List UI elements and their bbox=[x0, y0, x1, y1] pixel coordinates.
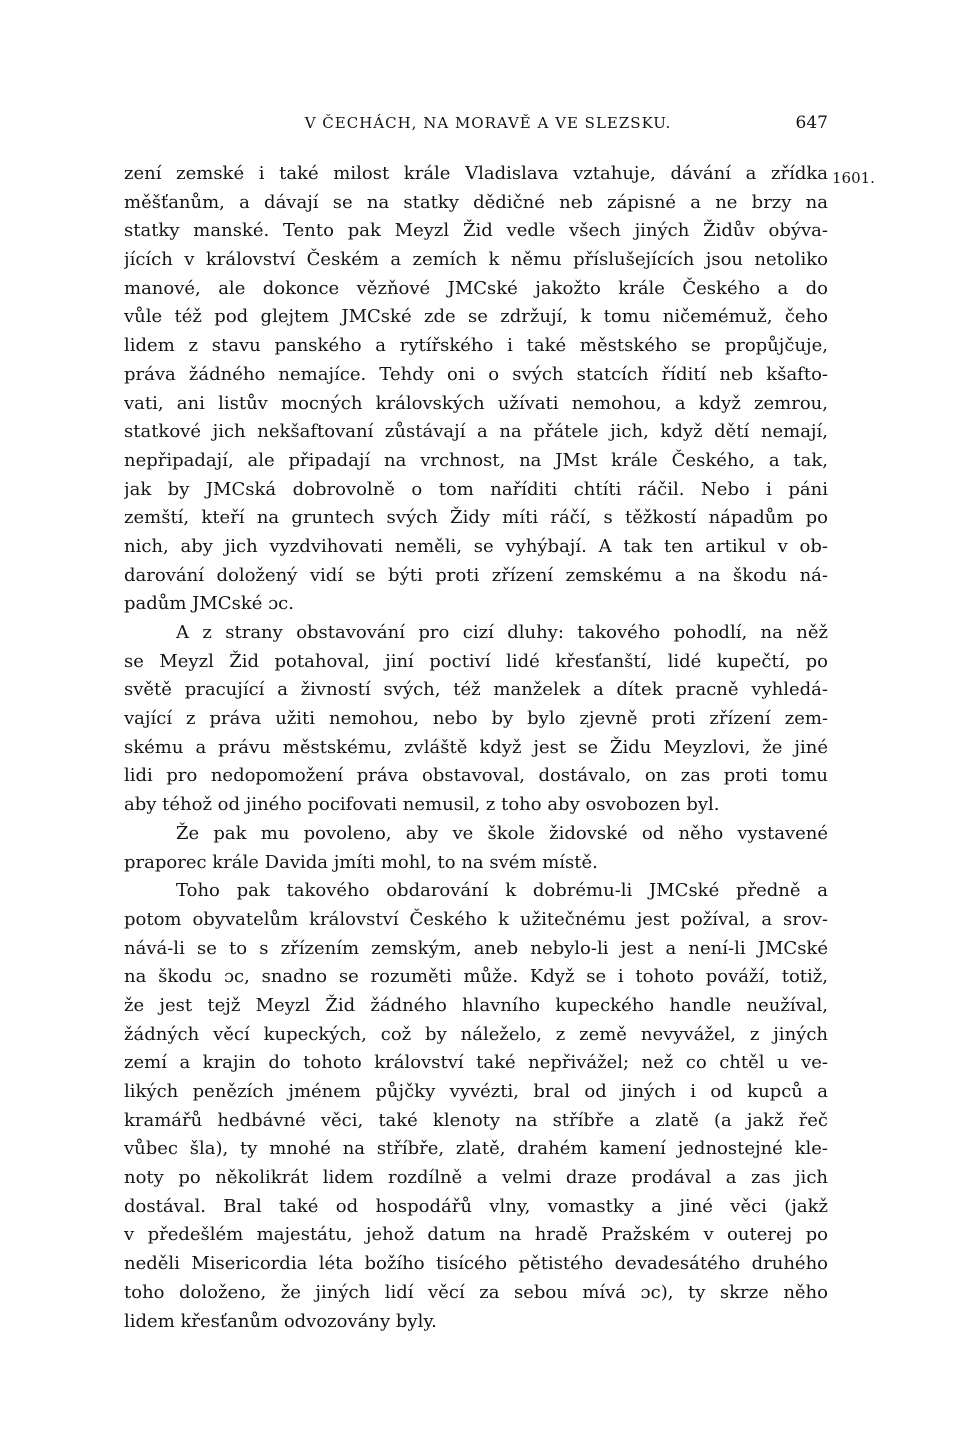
text-line: lidem křesťanům odvozovány byly. bbox=[124, 1310, 437, 1332]
running-title: V ČECHÁCH, NA MORAVĚ A VE SLEZSKU. bbox=[304, 114, 672, 132]
text-line: zení zemské i také milost krále Vladislava vztahuje, dávání a zřídka bbox=[124, 163, 828, 184]
text-line: kramářů hedbávné věci, také klenoty na stříbře a zlatě (a jakž řeč bbox=[124, 1109, 828, 1131]
text-line: praporec krále Davida jmíti mohl, to na svém místě. bbox=[124, 851, 598, 873]
paragraph bbox=[124, 877, 828, 1336]
text-line: práva žádného nemajíce. Tehdy oni o svých statcích řídití neb kšafto- bbox=[124, 363, 828, 385]
text-line: jících v království Českém a zemích k němu příslušejících jsou netoliko bbox=[124, 249, 828, 271]
text-line: toho doloženo, že jiných lidí věcí za sebou mívá ɔc), ty skrze něho bbox=[124, 1281, 828, 1303]
text-line: statkové jich nekšaftovaní zůstávají a na přátele jich, když dětí nemají, bbox=[124, 421, 828, 443]
text-line: žádných věcí kupeckých, což by náleželo, z země nevyvážel, z jiných bbox=[124, 1023, 828, 1045]
text-line: na škodu ɔc, snadno se rozuměti může. Když se i tohoto pováží, totiž, bbox=[124, 966, 828, 988]
text-line: Že pak mu povoleno, aby ve škole židovské od něho vystavené bbox=[176, 822, 828, 844]
text-line: dostával. Bral také od hospodářů vlny, vomastky a jiné věci (jakž bbox=[124, 1195, 828, 1217]
page-number: 647 bbox=[795, 113, 828, 133]
text-line: se Meyzl Žid potahoval, jiní poctiví lidé křesťanští, lidé kupečtí, po bbox=[124, 650, 828, 672]
text-line: nepřipadají, ale připadají na vrchnost, na JMst krále Českého, a tak, bbox=[124, 449, 828, 471]
text-line: padům JMCské ɔc. bbox=[124, 593, 294, 615]
text-line: skému a právu městskému, zvláště když jest se Židu Meyzlovi, že jiné bbox=[124, 736, 828, 758]
margin-year-note: 1601. bbox=[832, 169, 875, 187]
text-line: lidi pro nedopomožení práva obstavoval, dostávalo, on zas proti tomu bbox=[124, 765, 828, 787]
text-line: nich, aby jich vyzdvihovati neměli, se vyhýbají. A tak ten artikul v ob- bbox=[124, 535, 828, 557]
paragraph bbox=[124, 160, 828, 619]
text-line: vající z práva užiti nemohou, nebo by bylo zjevně proti zřízení zem- bbox=[124, 708, 828, 730]
text-line: světě pracující a živností svých, též manželek a dítek pracně vyhledá- bbox=[124, 679, 828, 701]
text-line: zemí a krajin do tohoto království také nepřivážel; než co chtěl u ve- bbox=[124, 1052, 828, 1074]
text-line: potom obyvatelům království Českého k užitečnému jest požíval, a srov- bbox=[124, 908, 828, 930]
text-line: vati, ani listův mocných královských užívati nemohou, a když zemrou, bbox=[124, 392, 828, 414]
text-line: likých penězích jménem půjčky vyvézti, bral od jiných i od kupců a bbox=[124, 1081, 828, 1102]
text-line: Toho pak takového obdarování k dobrému-li JMCské předně a bbox=[176, 880, 828, 902]
text-line: v předešlém majestátu, jehož datum na hradě Pražském v outerej po bbox=[124, 1224, 828, 1246]
text-line: vůle též pod glejtem JMCské zde se zdržují, k tomu ničemémuž, čeho bbox=[124, 306, 828, 328]
text-line: nává-li se to s zřízením zemským, aneb nebylo-li jest a není-li JMCské bbox=[124, 937, 828, 959]
text-line: aby téhož od jiného pocifovati nemusil, z toho aby osvobozen byl. bbox=[124, 794, 720, 816]
text-line: manové, ale dokonce vězňové JMCské jakožto krále Českého a do bbox=[124, 277, 828, 299]
running-head bbox=[124, 108, 828, 138]
paragraph bbox=[124, 820, 828, 877]
text-line: statky manské. Tento pak Meyzl Žid vedle všech jiných Židův obýva- bbox=[124, 220, 828, 242]
text-line: zemští, kteří na gruntech svých Židy míti ráčí, s těžkostí nápadům po bbox=[124, 507, 828, 529]
text-line: noty po několikrát lidem rozdílně a velmi draze prodával a zas jich bbox=[124, 1167, 828, 1189]
text-line: že jest tejž Meyzl Žid žádného hlavního kupeckého handle neužíval, bbox=[124, 994, 828, 1016]
text-line: A z strany obstavování pro cizí dluhy: takového pohodlí, na něž bbox=[176, 622, 828, 643]
text-line: jak by JMCská dobrovolně o tom naříditi chtíti ráčil. Nebo i páni bbox=[124, 478, 828, 500]
body-text bbox=[124, 160, 828, 1336]
text-line: darování doložený vidí se býti proti zřízení zemskému a na škodu ná- bbox=[124, 564, 828, 586]
text-line: lidem z stavu panského a rytířského i také městského se propůjčuje, bbox=[124, 335, 828, 357]
text-line: měšťanům, a dávají se na statky dědičné neb zápisné a ne brzy na bbox=[124, 191, 828, 213]
paragraph bbox=[124, 619, 828, 820]
text-line: neděli Misericordia léta božího tisícého pětistého devadesátého druhého bbox=[124, 1253, 828, 1275]
text-line: vůbec šla), ty mnohé na stříbře, zlatě, drahém kamení jednostejné kle- bbox=[124, 1138, 828, 1160]
